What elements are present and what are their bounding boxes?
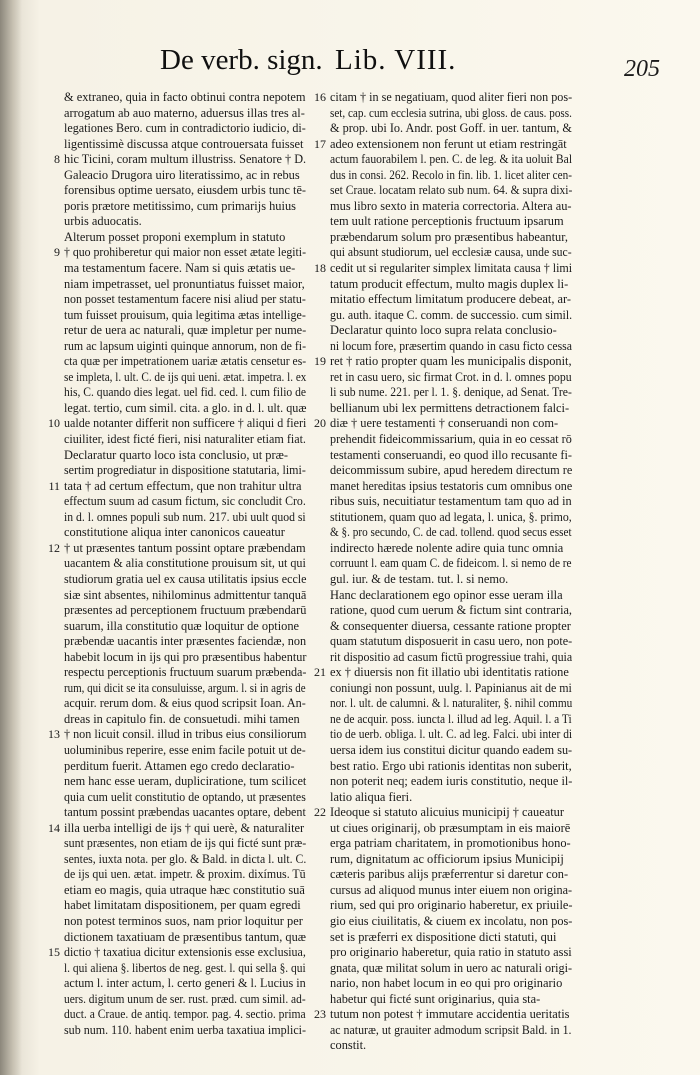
text-line — [64, 308, 306, 324]
margin-note-number: 15 — [48, 945, 60, 960]
line-text: se impleta, l. ult. C. de ijs qui ueni. ætat. impetra. l. ex — [64, 369, 307, 384]
text-line — [64, 214, 306, 230]
text-line — [64, 774, 306, 790]
line-text: uersa idem ius constitui dicitur quando eadem su- — [330, 742, 573, 757]
line-text: retur de uera ac naturali, quæ impletur per nume- — [64, 323, 307, 338]
line-text: coniungi non possunt, uulg. l. Papinianus ait de mi — [330, 680, 572, 695]
line-text: testamenti conseruandi, eo quod illo recusante fi- — [330, 447, 573, 462]
text-line — [330, 510, 572, 526]
line-text: mitatio effectum limitatum producere debeat, ar- — [330, 292, 572, 307]
line-text: ma testamentum facere. Nam si quis ætatis ue- — [64, 261, 296, 276]
text-line — [48, 416, 307, 432]
text-line — [64, 867, 306, 883]
margin-note-number: 10 — [48, 416, 60, 431]
line-text: ret in casu uero, sic firmat Crot. in d. l. omnes popu — [330, 369, 572, 384]
text-line — [330, 230, 572, 246]
text-line — [64, 634, 306, 650]
line-text: his, C. quando dies legat. uel fid. ced. l. cum filio de — [64, 385, 307, 400]
text-line — [48, 820, 306, 837]
text-line — [330, 945, 572, 961]
line-text: citam † in se negatiuam, quod aliter fieri non pos- — [330, 90, 573, 104]
text-line — [330, 463, 572, 479]
text-line — [314, 416, 572, 432]
line-text: non posset testamentum facere nisi aliud per statu- — [64, 292, 306, 307]
text-line — [64, 183, 306, 199]
text-line — [64, 525, 306, 541]
margin-note-number: 23 — [314, 1007, 326, 1022]
line-text: nario, non habet locum in eo qui pro originario — [330, 976, 563, 991]
text-line — [330, 525, 572, 541]
text-line — [64, 494, 306, 510]
line-text: quia cum uelit constitutio de optando, ut præsentes — [64, 789, 306, 804]
text-line — [64, 292, 306, 308]
text-line — [64, 759, 306, 775]
line-text: tutum non potest † immutare accidentia ueritatis — [330, 1007, 570, 1022]
line-text: ligentissimè discussa atque controuersata fuisset — [64, 136, 304, 151]
text-line — [330, 556, 572, 572]
text-line — [314, 261, 573, 277]
line-text: manet hereditas ipsius testatoris cum omnibus one — [330, 478, 573, 493]
line-text: legat. tertio, cum simil. cita. a glo. in d. l. ult. quæ — [64, 400, 307, 415]
text-line — [64, 199, 306, 215]
text-line — [330, 1038, 572, 1054]
line-text: gu. auth. itaque C. comm. de successio. cum simil. — [330, 307, 573, 322]
text-line — [48, 945, 306, 961]
text-line — [330, 759, 572, 775]
text-line — [64, 914, 306, 930]
line-text: non potest terminos suos, nam prior loquitur per — [64, 913, 303, 928]
line-text: sub num. 110. habent enim uerba taxatiua implici- — [64, 1022, 307, 1037]
text-line — [330, 572, 572, 588]
text-line — [330, 634, 572, 650]
line-text: ualde notanter differit non sufficere † aliqui d fieri — [64, 416, 307, 431]
text-line — [330, 339, 572, 355]
margin-note-number: 9 — [54, 245, 60, 260]
text-line — [330, 168, 572, 184]
text-line — [64, 650, 306, 666]
line-text: cta quæ per impetrationem uariæ ætatis censetur es- — [64, 354, 307, 369]
line-text: habebit locum in ijs qui pro præsentibus habentur — [64, 649, 307, 664]
text-line — [64, 556, 306, 572]
margin-note-number: 18 — [314, 261, 326, 276]
line-text: indirecto hærede nolente adire quia tunc omnia — [330, 540, 564, 555]
line-text: latio aliqua fieri. — [330, 789, 413, 804]
text-line — [330, 650, 572, 666]
text-line — [330, 588, 572, 604]
text-line — [330, 898, 572, 914]
text-line — [314, 136, 572, 153]
line-text: suarum, illa constitutio quæ loquitur de optione — [64, 618, 300, 633]
line-text: & consequenter diuersa, cessante ratione propter — [330, 618, 571, 633]
line-text: quam statutum disposuerit in casu uero, non pote- — [330, 634, 573, 649]
line-text: rit dispositio ad casum fictū progressiue trahi, quia — [330, 649, 573, 664]
line-text: cursus ad aliquod munus inter eiuem non origina- — [330, 882, 573, 897]
line-text: acquir. rerum dom. & eius quod scripsit Ioan. An- — [64, 696, 306, 711]
line-text: Declaratur quinto loco supra relata conclusio- — [330, 323, 557, 338]
text-line — [330, 696, 572, 712]
text-line — [330, 930, 572, 946]
text-line — [64, 121, 306, 137]
text-line — [64, 168, 306, 184]
line-text: habet limitatam dispositionem, per quam egredi — [64, 898, 301, 913]
line-text: Ideoque si statuto alicuius municipij † caueatur — [330, 805, 564, 820]
text-line — [64, 681, 306, 697]
text-line — [330, 370, 572, 386]
margin-note-number: 21 — [314, 665, 326, 680]
text-line — [48, 727, 307, 743]
line-text: cedit ut si regulariter simplex limitata causa † limi — [330, 261, 573, 276]
text-line — [330, 277, 572, 293]
text-line — [64, 898, 306, 914]
line-text: deicommissum subire, apud heredem directum re — [330, 463, 573, 478]
text-line — [64, 385, 306, 401]
line-text: rum ac lapsum uiginti quinque annorum, non de fi- — [64, 338, 307, 353]
line-text: sentes, iuxta nota. per glo. & Bald. in dicta l. ult. C. — [64, 851, 307, 866]
line-text: constitutione aliqua inter canonicos caueatur — [64, 525, 285, 540]
line-text: prehendit fideicommissarium, quia in eo cessat rō — [330, 432, 572, 447]
text-line — [64, 463, 306, 479]
text-line — [330, 867, 572, 883]
text-line — [64, 743, 306, 759]
line-text: pro originario haberetur, quia ratio in statuto assi — [330, 945, 572, 960]
line-text: ne de acquir. poss. iuncta l. illud ad leg. Aquil. l. a Ti — [330, 711, 572, 726]
line-text: gnata, quæ militat solum in uero ac naturali origi- — [330, 960, 573, 975]
book-number: Lib. VIII. — [335, 44, 457, 76]
text-line — [64, 572, 306, 588]
text-line — [330, 323, 572, 339]
text-line — [314, 805, 572, 821]
text-line — [330, 836, 572, 852]
text-line — [64, 354, 306, 370]
line-text: tata † ad certum effectum, que non trahitur ultra — [64, 478, 302, 493]
line-text: tio de uerb. obliga. l. ult. C. ad leg. Falci. ubi inter di — [330, 727, 573, 742]
line-text: actum l. inter actum, l. certo generi & l. Lucius in — [64, 976, 306, 991]
text-line — [330, 106, 572, 122]
line-text: set, cap. cum ecclesia sutrina, ubi gloss. de caus. poss. — [330, 105, 572, 120]
text-line — [330, 603, 572, 619]
text-line — [330, 790, 572, 806]
text-line — [330, 121, 572, 137]
margin-note-number: 13 — [48, 727, 60, 742]
line-text: gio eius ciuilitatis, & ciuem ex incolatu, non pos- — [330, 913, 573, 928]
margin-note-number: 8 — [54, 152, 60, 167]
line-text: illa uerba intelligi de ijs † qui uerè, & naturaliter — [64, 820, 305, 835]
line-text: uoluminibus reperire, esse enim facile potuit ut de- — [64, 742, 306, 757]
text-line — [330, 214, 572, 230]
line-text: sertim progrediatur in dispositione statutaria, limi- — [64, 463, 306, 478]
line-text: set Craue. locatam relato sub num. 64. & supra dixi- — [330, 183, 573, 198]
text-line — [64, 448, 306, 464]
text-line — [330, 619, 572, 635]
text-line — [330, 961, 572, 977]
text-line — [64, 930, 306, 946]
line-text: niam impetrasset, uel pronuntiatus fuisset maior, — [64, 276, 305, 291]
line-text: siæ sint absentes, nihilominus admittentur tanquā — [64, 587, 307, 602]
text-line — [64, 323, 306, 339]
line-text: set is præferri ex dispositione dicti statuti, qui — [330, 929, 557, 944]
text-line — [330, 401, 572, 417]
line-text: stitutionem, quam quo ad legata, l. unica, §. primo, — [330, 509, 572, 524]
line-text: tum fuisset prouisum, quia legitima ætas intellige- — [64, 307, 306, 322]
line-text: ac naturæ, ut grauiter admodum scripsit Bald. in 1. — [330, 1022, 572, 1037]
line-text: effectum suum ad casum fictum, sic concludit Cro. — [64, 494, 306, 509]
line-text: sunt præsentes, non etiam de ijs qui ficté sunt præ- — [64, 836, 307, 851]
line-text: dictionem taxatiuam de præsentibus tantum, quæ — [64, 929, 306, 944]
line-text: habetur qui ficté sunt originarius, quia sta- — [330, 991, 541, 1006]
text-line — [54, 245, 307, 261]
line-text: tem uult ratione perceptionis fructuum ipsarum — [330, 214, 564, 229]
text-line — [64, 432, 306, 448]
text-line — [64, 339, 306, 355]
line-text: ex † diuersis non fit illatio ubi identitatis ratione — [330, 665, 569, 680]
text-line — [330, 199, 572, 215]
line-text: respectu perceptionis fructuum suarum præbenda- — [64, 665, 307, 680]
line-text: † non licuit consil. illud in tribus eius consiliorum — [64, 727, 307, 742]
line-text: præbendæ uacantis inter præsentes faciendæ, non — [64, 634, 307, 649]
text-line — [64, 277, 306, 293]
line-text: perditum fuerit. Attamen ego credo declaratio- — [64, 758, 295, 773]
margin-note-number: 20 — [314, 416, 326, 431]
line-text: poris prætore metitissimo, cum primarijs huius — [64, 198, 296, 213]
line-text: constit. — [330, 1038, 367, 1053]
text-line — [48, 540, 306, 557]
line-text: diæ † uere testamenti † conseruandi non com- — [330, 416, 559, 431]
text-line — [330, 1023, 572, 1039]
line-text: tantum possint præbendas uacantes optare, debent — [64, 805, 306, 820]
left-text-column — [48, 90, 307, 1038]
line-text: best ratio. Ergo ubi rationis identitas non suberit, — [330, 758, 572, 773]
line-text: de ijs qui uen. ætat. impetr. & proxim. dixímus. Tū — [64, 867, 306, 882]
text-line — [64, 370, 306, 386]
line-text: ratione, quod cum uerum & fictum sint contraria, — [330, 603, 573, 618]
text-line — [330, 308, 572, 324]
line-text: bellianum ubi lex permittens detractionem falci- — [330, 400, 570, 415]
text-line — [48, 478, 306, 495]
line-text: uers. digitum unum de ser. rust. præd. cum simil. ad- — [64, 991, 306, 1006]
text-line — [330, 976, 572, 992]
line-text: adeo extensionem non ferunt ut etiam restringāt — [330, 136, 567, 151]
line-text: cæteris paribus alijs præferrentur si daretur con- — [330, 867, 569, 882]
text-line — [64, 261, 306, 277]
text-line — [330, 494, 572, 510]
margin-note-number: 14 — [48, 820, 60, 835]
margin-note-number: 19 — [314, 354, 326, 369]
text-line — [64, 712, 306, 728]
line-text: † quo prohiberetur qui maior non esset ætate legiti- — [64, 245, 307, 260]
text-line — [330, 774, 572, 790]
line-text: gul. iur. & de testam. tut. l. si nemo. — [330, 571, 509, 586]
line-text: actum fauorabilem l. pen. C. de leg. & ita uoluit Bal — [330, 152, 573, 167]
text-line — [64, 790, 306, 806]
text-line — [64, 805, 306, 821]
text-line — [330, 432, 572, 448]
line-text: præbendarum solum pro præsentibus habeantur, — [330, 229, 568, 244]
text-line — [54, 152, 307, 168]
line-text: arrogatum ab auo materno, aduersus illas tres al- — [64, 105, 305, 120]
line-text: urbis aduocatis. — [64, 214, 142, 229]
line-text: Galeacio Drugora uiro literatissimo, ac in rebus — [64, 167, 300, 182]
margin-note-number: 22 — [314, 805, 326, 820]
running-title: De verb. sign. — [160, 44, 323, 76]
running-header — [160, 44, 660, 84]
text-line — [330, 681, 572, 697]
text-line — [314, 354, 572, 370]
text-line — [330, 992, 572, 1008]
margin-note-number: 16 — [314, 90, 326, 104]
line-text: erga patriam charitatem, in promotionibus hono- — [330, 836, 571, 851]
line-text: forensibus optime uersato, eiusdem urbis tunc tē- — [64, 183, 307, 198]
text-line — [330, 152, 572, 168]
text-line — [64, 401, 306, 417]
text-line — [330, 245, 572, 261]
text-line — [330, 292, 572, 308]
text-line — [64, 696, 306, 712]
line-text: l. qui aliena §. libertos de neg. gest. l. qui sella §. qui — [64, 960, 306, 975]
line-text: ni locum fore, præsertim quando in casu ficto cessa — [330, 338, 572, 353]
line-text: qui absunt studiorum, uel ecclesiæ causa, unde suc- — [330, 245, 572, 260]
page-gutter-shadow — [0, 0, 22, 1075]
line-text: in d. l. omnes populi sub num. 217. ubi uult quod si — [64, 509, 306, 524]
line-text: tatum producit effectum, multo magis duplex li- — [330, 276, 569, 291]
line-text: ut ciues originarij, ob præsumptam in eis maiorē — [330, 820, 571, 835]
line-text: mus libro sexto in materia correctoria. Altera au- — [330, 198, 572, 213]
text-line — [64, 106, 306, 122]
line-text: rum, qui dicit se ita consuluisse, argum. l. si in agris de — [64, 680, 306, 695]
line-text: etiam eo magis, quia utraque hæc constitutio suā — [64, 882, 305, 897]
line-text: rum, dignitatum ac officiorum ipsius Municipij — [330, 851, 564, 866]
line-text: nor. l. ult. de calumni. & l. naturaliter, §. nihil commu — [330, 696, 573, 711]
line-text: dictio † taxatiua dicitur extensionis esse exclusiua, — [64, 945, 306, 960]
text-line — [330, 727, 572, 743]
text-line — [330, 448, 572, 464]
line-text: & extraneo, quia in facto obtinui contra nepotem — [64, 90, 306, 104]
line-text: ciuiliter, idest ficté fieri, nisi naturaliter etiam fiat. — [64, 432, 306, 447]
margin-note-number: 17 — [314, 136, 326, 151]
text-line — [64, 90, 306, 106]
line-text: ribus suis, necuitiatur testamentum tam quo ad in — [330, 494, 572, 509]
line-text: non poterit neq; eadem iuris constitutio, neque il- — [330, 774, 573, 789]
text-line — [64, 510, 306, 526]
text-line — [64, 976, 306, 992]
text-line — [330, 183, 572, 199]
line-text: Declaratur quarto loco ista conclusio, ut præ- — [64, 447, 288, 462]
text-line — [330, 914, 572, 930]
line-text: li sub nume. 221. per l. 1. §. denique, ad Senat. Tre- — [330, 385, 572, 400]
text-line — [64, 137, 306, 153]
text-line — [64, 992, 306, 1008]
text-line — [64, 603, 306, 619]
margin-note-number: 12 — [48, 540, 60, 555]
text-line — [314, 90, 573, 106]
text-line — [330, 712, 572, 728]
line-text: † ut præsentes tantum possint optare præbendam — [64, 540, 306, 555]
line-text: dus in consi. 262. Recolo in fin. lib. 1. licet aliter cen- — [330, 167, 572, 182]
text-line — [330, 385, 572, 401]
text-line — [330, 883, 572, 899]
line-text: duct. a Craue. de antiq. tempor. pag. 4. sectio. prima — [64, 1007, 306, 1022]
text-line — [314, 665, 572, 681]
line-text: & prop. ubi Io. Andr. post Goff. in uer. tantum, & — [330, 121, 572, 136]
text-line — [330, 821, 572, 837]
line-text: legationes Bero. cum in contradictorio iudicio, di- — [64, 121, 306, 136]
page-number: 205 — [624, 56, 660, 82]
line-text: studiorum gratia uel ex causa utilitatis ipsius eccle — [64, 571, 307, 586]
text-line — [64, 1023, 306, 1039]
text-line — [64, 619, 306, 635]
line-text: præsentes ad perceptionem fructuum præbendarū — [64, 603, 307, 618]
text-line — [64, 588, 306, 604]
line-text: rium, sed qui pro originario haberetur, ex priuile- — [330, 898, 573, 913]
text-line — [330, 479, 572, 495]
line-text: ret † ratio propter quam les municipalis disponit, — [330, 354, 572, 369]
text-line — [330, 852, 572, 868]
text-line — [64, 883, 306, 899]
line-text: & §. pro secundo, C. de cad. tollend. quod secus esset — [330, 525, 572, 540]
text-line — [330, 541, 572, 557]
right-text-column — [314, 90, 573, 1054]
line-text: corruunt l. eam quam C. de fideicom. l. si nemo de re — [330, 556, 572, 571]
line-text: nem hanc esse ueram, dupliciratione, tum scilicet — [64, 774, 307, 789]
text-line — [64, 665, 306, 681]
line-text: Alterum posset proponi exemplum in statuto — [64, 229, 286, 244]
text-line — [64, 1007, 306, 1023]
text-line — [64, 836, 306, 852]
text-line — [64, 961, 306, 977]
text-line — [330, 743, 572, 759]
text-line — [64, 230, 306, 246]
line-text: Hanc declarationem ego opinor esse ueram illa — [330, 587, 563, 602]
line-text: dreas in capitulo fin. de consuetudi. mihi tamen — [64, 711, 300, 726]
text-line — [64, 852, 306, 868]
line-text: hic Ticini, coram multum illustriss. Senatore † D. — [64, 152, 307, 167]
margin-note-number: 11 — [48, 478, 60, 493]
line-text: uacantem & alia constitutione prouisum sit, ut qui — [64, 556, 306, 571]
text-line — [314, 1007, 572, 1023]
